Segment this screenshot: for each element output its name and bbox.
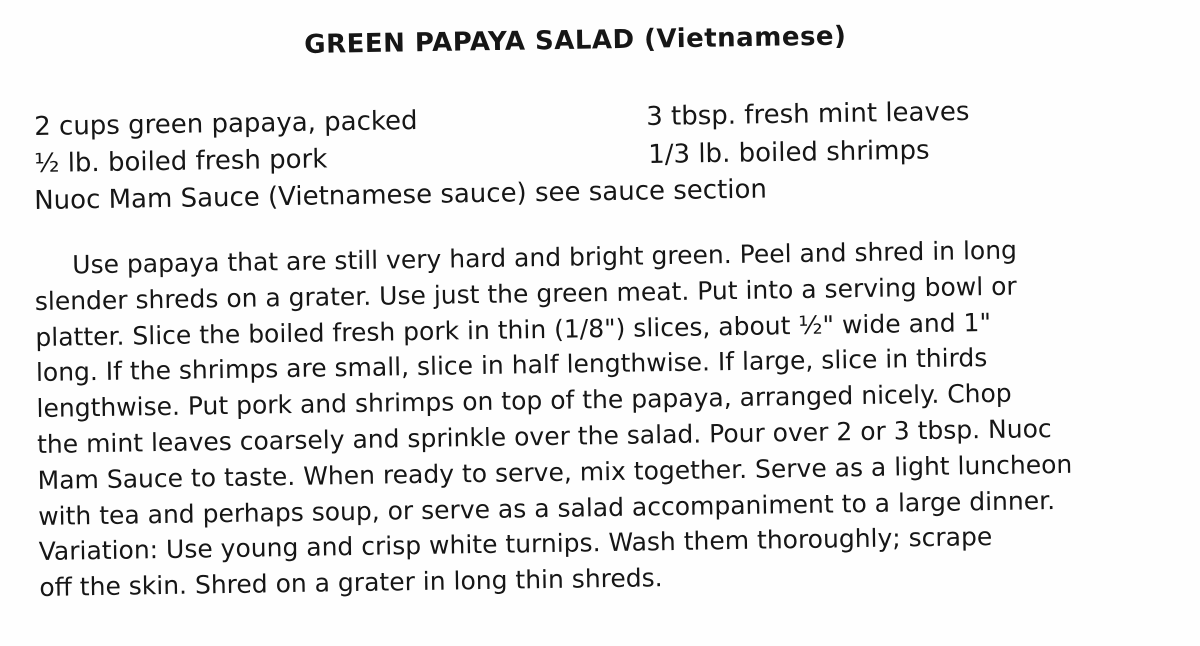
- recipe-title: GREEN PAPAYA SALAD (Vietnamese): [304, 21, 847, 60]
- ingredient-papaya: 2 cups green papaya, packed: [34, 105, 418, 142]
- ingredient-shrimps: 1/3 lb. boiled shrimps: [648, 135, 930, 170]
- instruction-line: the mint leaves coarsely and sprinkle over the salad. Pour over 2 or 3 tbsp. Nuoc: [36, 414, 1052, 459]
- instruction-line: Use papaya that are still very hard and bright green. Peel and shred in long: [72, 235, 1018, 280]
- instruction-line: with tea and perhaps soup, or serve as a salad accompaniment to a large dinner.: [37, 485, 1056, 531]
- instruction-line: slender shreds on a grater. Use just the green meat. Put into a serving bowl or: [34, 271, 1017, 316]
- variation-line: Variation: Use young and crisp white turnips. Wash them thoroughly; scrape: [38, 522, 993, 567]
- instruction-line: Mam Sauce to taste. When ready to serve, mix together. Serve as a light luncheon: [37, 449, 1073, 495]
- variation-line: off the skin. Shred on a grater in long thin shreds.: [39, 563, 663, 603]
- instruction-line: long. If the shrimps are small, slice in half lengthwise. If large, slice in thirds: [35, 343, 988, 388]
- ingredient-nuoc-mam-sauce: Nuoc Mam Sauce (Vietnamese sauce) see sauce section: [34, 174, 768, 216]
- ingredient-pork: ½ lb. boiled fresh pork: [34, 144, 328, 179]
- instruction-line: platter. Slice the boiled fresh pork in thin (1/8") slices, about ½" wide and 1": [35, 307, 992, 352]
- ingredient-mint: 3 tbsp. fresh mint leaves: [646, 96, 970, 132]
- recipe-instructions: [34, 230, 1169, 606]
- instruction-line: lengthwise. Put pork and shrimps on top of the papaya, arranged nicely. Chop: [36, 378, 1012, 424]
